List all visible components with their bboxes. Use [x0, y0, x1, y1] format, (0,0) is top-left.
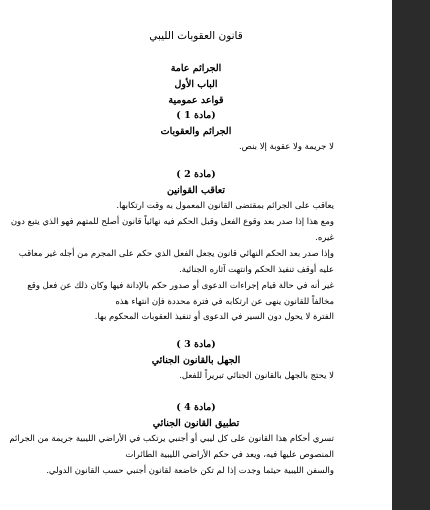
- article-2-line: الفترة لا يحول دون السير في الدعوى أو تنفيذ العقوبات المحكوم بها.: [94, 312, 334, 322]
- article-4-heading: تطبيق القانون الجنائي: [152, 418, 240, 429]
- part-heading: الجرائم عامة: [170, 63, 222, 74]
- article-4-label: (مادة 4 ): [176, 402, 216, 413]
- article-1-heading: الجرائم والعقوبات: [160, 126, 232, 137]
- article-4-line: تسري أحكام هذا القانون على كل ليبي أو أجنبي يرتكب في الأراضي الليبية جريمة من الجرائم: [9, 434, 334, 444]
- book-heading: الباب الأول: [174, 79, 218, 90]
- article-2-line: غير أنه في حالة قيام إجراءات الدعوى أو صدور حكم بالإدانة فيها وكان ذلك عن فعل وقع: [27, 281, 334, 291]
- article-2-heading: تعاقب القوانين: [167, 185, 225, 196]
- document-title: قانون العقوبات الليبي: [149, 30, 243, 42]
- article-2-line: ومع هذا إذا صدر بعد وقوع الفعل وقبل الحكم فيه نهائياً قانون أصلح للمتهم فهو الذي يتبع دون: [10, 217, 334, 227]
- article-3-line: لا يحتج بالجهل بالقانون الجنائي تبريراً للفعل.: [179, 371, 334, 381]
- article-4-line: والسفن الليبية حيثما وجدت إذا لم تكن خاضعة لقانون أجنبي حسب القانون الدولي.: [46, 466, 334, 476]
- scrollbar[interactable]: [392, 0, 430, 510]
- article-1-label: (مادة 1 ): [176, 110, 216, 121]
- rules-heading: قواعد عمومية: [168, 95, 224, 106]
- article-2-line: وإذا صدر بعد الحكم النهائي قانون يجعل الفعل الذي حكم على المجرم من أجله غير معاقب: [18, 249, 334, 259]
- article-4-line: المنصوص عليها فيه، ويعد في حكم الأراضي الليبية الطائرات: [125, 450, 334, 460]
- article-2-line: مخالفاً للقانون ينهى عن ارتكابه في فترة محددة فإن انتهاء هذه: [115, 297, 334, 307]
- article-1-line: لا جريمة ولا عقوبة إلا بنص.: [238, 142, 334, 152]
- article-3-label: (مادة 3 ): [176, 339, 216, 350]
- article-2-line: يعاقب على الجرائم بمقتضى القانون المعمول به وقت ارتكابها.: [116, 201, 334, 211]
- article-2-line: عليه أوقف تنفيذ الحكم وانتهت آثاره الجنائية.: [179, 265, 334, 275]
- article-2-line: غيره.: [315, 233, 334, 243]
- article-3-heading: الجهل بالقانون الجنائي: [151, 355, 241, 366]
- article-2-label: (مادة 2 ): [176, 169, 216, 180]
